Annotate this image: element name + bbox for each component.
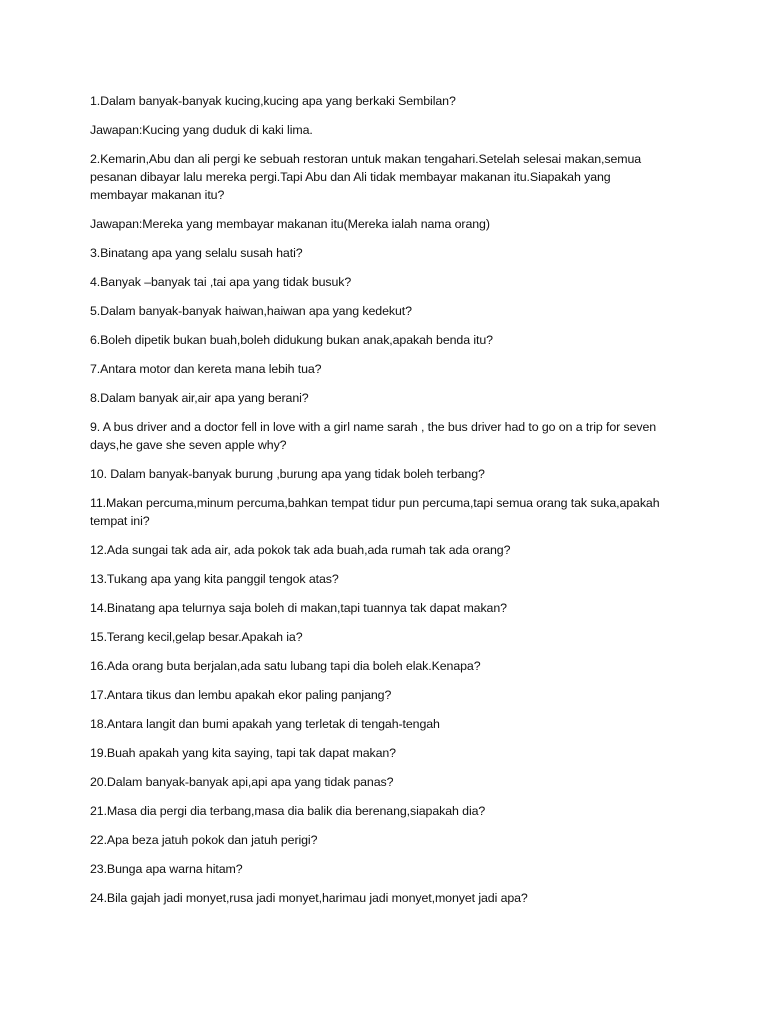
question-15: 15.Terang kecil,gelap besar.Apakah ia? bbox=[90, 630, 303, 644]
question-3: 3.Binatang apa yang selalu susah hati? bbox=[90, 246, 303, 260]
answer-1: Jawapan:Kucing yang duduk di kaki lima. bbox=[90, 123, 313, 137]
question-22: 22.Apa beza jatuh pokok dan jatuh perigi? bbox=[90, 833, 318, 847]
question-7: 7.Antara motor dan kereta mana lebih tua? bbox=[90, 362, 322, 376]
question-16: 16.Ada orang buta berjalan,ada satu lubang tapi dia boleh elak.Kenapa? bbox=[90, 659, 481, 673]
question-1: 1.Dalam banyak-banyak kucing,kucing apa yang berkaki Sembilan? bbox=[90, 94, 456, 108]
question-2: 2.Kemarin,Abu dan ali pergi ke sebuah restoran untuk makan tengahari.Setelah selesai makan,semua pesanan dibayar lalu mereka pergi.Tapi Abu dan Ali tidak membayar makanan itu.Siapakah yang membayar makanan itu? bbox=[90, 152, 642, 202]
question-8: 8.Dalam banyak air,air apa yang berani? bbox=[90, 391, 309, 405]
question-10: 10. Dalam banyak-banyak burung ,burung apa yang tidak boleh terbang? bbox=[90, 467, 485, 481]
answer-2: Jawapan:Mereka yang membayar makanan itu(Mereka ialah nama orang) bbox=[90, 217, 490, 231]
question-17: 17.Antara tikus dan lembu apakah ekor paling panjang? bbox=[90, 688, 392, 702]
question-19: 19.Buah apakah yang kita saying, tapi tak dapat makan? bbox=[90, 746, 396, 760]
question-11: 11.Makan percuma,minum percuma,bahkan tempat tidur pun percuma,tapi semua orang tak suka,apakah tempat ini? bbox=[90, 496, 660, 528]
question-20: 20.Dalam banyak-banyak api,api apa yang tidak panas? bbox=[90, 775, 394, 789]
question-6: 6.Boleh dipetik bukan buah,boleh didukung bukan anak,apakah benda itu? bbox=[90, 333, 493, 347]
question-14: 14.Binatang apa telurnya saja boleh di makan,tapi tuannya tak dapat makan? bbox=[90, 601, 507, 615]
question-21: 21.Masa dia pergi dia terbang,masa dia balik dia berenang,siapakah dia? bbox=[90, 804, 486, 818]
question-23: 23.Bunga apa warna hitam? bbox=[90, 862, 243, 876]
question-4: 4.Banyak –banyak tai ,tai apa yang tidak busuk? bbox=[90, 275, 352, 289]
question-5: 5.Dalam banyak-banyak haiwan,haiwan apa yang kedekut? bbox=[90, 304, 412, 318]
question-24: 24.Bila gajah jadi monyet,rusa jadi monyet,harimau jadi monyet,monyet jadi apa? bbox=[90, 891, 528, 905]
question-9: 9. A bus driver and a doctor fell in love with a girl name sarah , the bus driver had to go on a trip for seven days,he gave she seven apple why? bbox=[90, 420, 657, 452]
question-13: 13.Tukang apa yang kita panggil tengok atas? bbox=[90, 572, 339, 586]
question-18: 18.Antara langit dan bumi apakah yang terletak di tengah-tengah bbox=[90, 717, 440, 731]
question-12: 12.Ada sungai tak ada air, ada pokok tak ada buah,ada rumah tak ada orang? bbox=[90, 543, 511, 557]
document-body bbox=[90, 92, 670, 918]
